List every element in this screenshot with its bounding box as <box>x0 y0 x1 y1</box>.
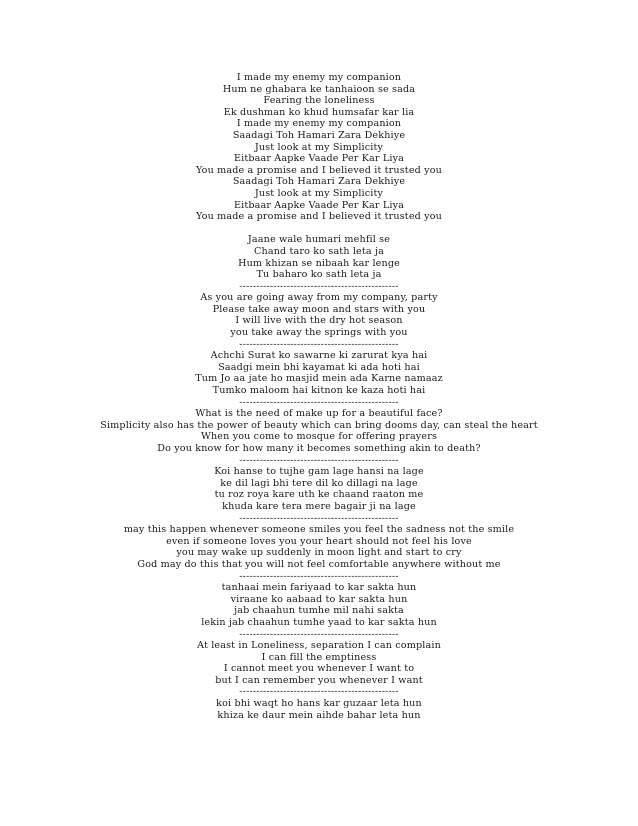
poem-line: You made a promise and I believed it trusted you <box>196 211 442 223</box>
poem-line: When you come to mosque for offering prayers <box>200 431 438 443</box>
poem-line: I cannot meet you whenever I want to <box>223 663 415 675</box>
poem-line: Fearing the loneliness <box>263 95 375 107</box>
poem-line: Eitbaar Aapke Vaade Per Kar Liya <box>233 199 405 211</box>
poem-line: tu roz roya kare uth ke chaand raaton me <box>214 489 424 501</box>
separator-line: ----------------------------------------------- <box>239 512 399 524</box>
poem-line: jab chaahun tumhe mil nahi sakta <box>234 605 404 617</box>
poem-line: I made my enemy my companion <box>236 72 402 83</box>
poem-line: Just look at my Simplicity <box>254 187 384 199</box>
poem-stanza-1 <box>0 72 638 223</box>
poem-line: Chand taro ko sath leta ja <box>254 245 384 257</box>
poem-line: but I can remember you whenever I want <box>215 674 423 686</box>
poem-line: I can fill the emptiness <box>261 651 377 663</box>
poem-line: ke dil lagi bhi tere dil ko dillagi na lage <box>220 477 418 489</box>
poem-line: even if someone loves you your heart should not feel his love <box>166 535 472 547</box>
poem-line: lekin jab chaahun tumhe yaad to kar sakta hun <box>201 616 437 628</box>
poem-line: God may do this that you will not feel comfortable anywhere without me <box>137 558 501 570</box>
poem-line: I made my enemy my companion <box>236 118 402 130</box>
poem-line: viraane ko aabaad to kar sakta hun <box>230 593 408 605</box>
poem-line: Do you know for how many it becomes something akin to death? <box>157 443 481 454</box>
document-page <box>0 72 638 721</box>
poem-line: Please take away moon and stars with you <box>212 303 426 315</box>
poem-line: You made a promise and I believed it trusted you <box>196 164 442 176</box>
poem-line: Hum khizan se nibaah kar lenge <box>238 257 400 269</box>
poem-line: As you are going away from my company, party <box>200 292 438 304</box>
poem-line: Hum ne ghabara ke tanhaioon se sada <box>222 83 416 95</box>
poem-line: Tum Jo aa jate ho masjid mein ada Karne namaaz <box>195 373 443 385</box>
stanza-gap <box>0 223 638 235</box>
poem-line: koi bhi waqt ho hans kar guzaar leta hun <box>216 698 422 710</box>
separator-line: ----------------------------------------------- <box>239 570 399 582</box>
separator-line: ----------------------------------------------- <box>239 396 399 408</box>
poem-line: I will live with the dry hot season <box>235 315 403 327</box>
poem-line: Tu baharo ko sath leta ja <box>256 269 382 281</box>
poem-line: Just look at my Simplicity <box>254 141 384 153</box>
separator-line: ----------------------------------------------- <box>239 454 399 466</box>
separator-line: ----------------------------------------------- <box>239 628 399 640</box>
poem-line: you take away the springs with you <box>230 327 408 339</box>
poem-line: khiza ke daur mein aihde bahar leta hun <box>217 709 421 721</box>
poem-line: khuda kare tera mere bagair ji na lage <box>222 500 416 512</box>
poem-line: Eitbaar Aapke Vaade Per Kar Liya <box>233 153 405 165</box>
poem-line: Saadagi Toh Hamari Zara Dekhiye <box>232 129 406 141</box>
separator-line: ----------------------------------------------- <box>239 280 399 292</box>
poem-stanza-2 <box>0 234 638 721</box>
separator-line: ----------------------------------------------- <box>239 686 399 698</box>
poem-line: Koi hanse to tujhe gam lage hansi na lage <box>214 466 424 478</box>
poem-line: you may wake up suddenly in moon light and start to cry <box>176 547 462 559</box>
poem-line: Tumko maloom hai kitnon ke kaza hoti hai <box>212 385 426 397</box>
poem-line: Saadagi Toh Hamari Zara Dekhiye <box>232 176 406 188</box>
poem-line: may this happen whenever someone smiles you feel the sadness not the smile <box>123 524 515 536</box>
poem-line: tanhaai mein fariyaad to kar sakta hun <box>221 582 417 594</box>
poem-line: Ek dushman ko khud humsafar kar lia <box>223 106 415 118</box>
poem-line: Simplicity also has the power of beauty which can bring dooms day, can steal the heart <box>100 419 538 431</box>
separator-line: ----------------------------------------------- <box>239 338 399 350</box>
poem-line: Jaane wale humari mehfil se <box>247 234 391 246</box>
poem-line: Saadgi mein bhi kayamat ki ada hoti hai <box>218 361 420 373</box>
poem-line: What is the need of make up for a beautiful face? <box>195 408 443 420</box>
poem-line: At least in Loneliness, separation I can complain <box>197 640 441 652</box>
poem-line: Achchi Surat ko sawarne ki zarurat kya hai <box>210 350 428 362</box>
